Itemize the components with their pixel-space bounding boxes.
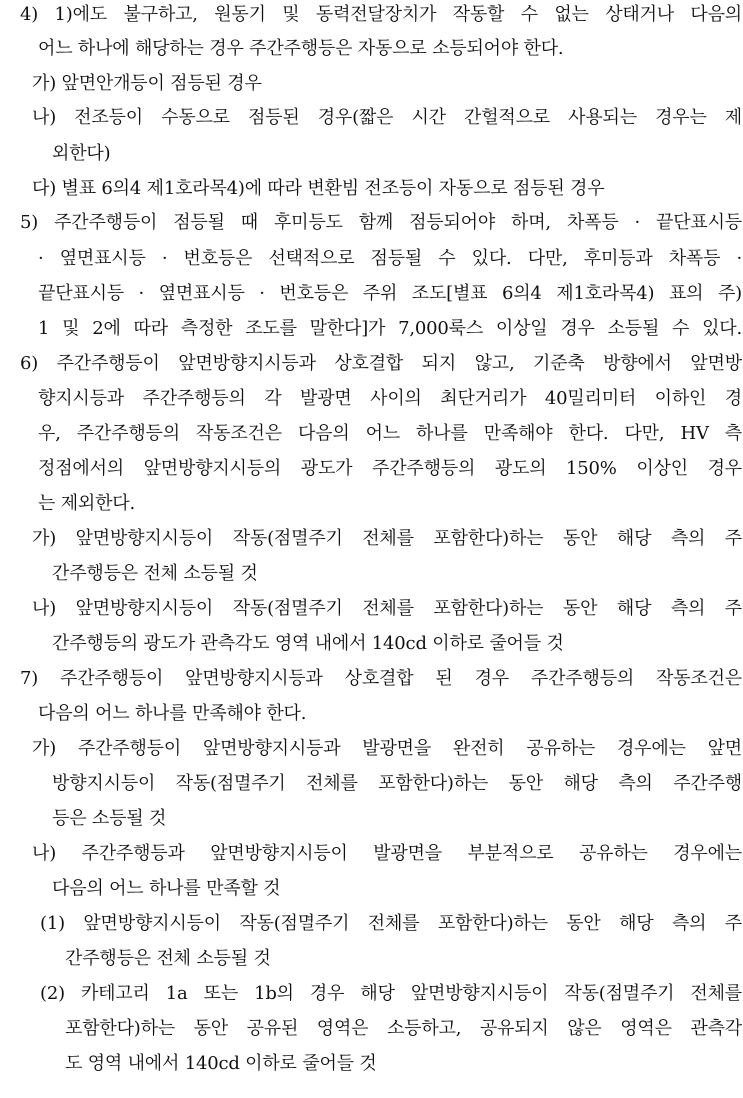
text-line: 4) 1)에도 불구하고, 원동기 및 동력전달장치가 작동할 수 없는 상태거나 다음의 xyxy=(20,4,742,25)
text-line: 가) 앞면방향지시등이 작동(점멸주기 전체를 포함한다)하는 동안 해당 측의 주 xyxy=(32,528,742,549)
text-line: 나) 앞면방향지시등이 작동(점멸주기 전체를 포함한다)하는 동안 해당 측의 주 xyxy=(32,598,742,619)
text-line: 6) 주간주행등이 앞면방향지시등과 상호결합 되지 않고, 기준축 방향에서 앞면방 xyxy=(20,353,742,374)
text-line: · 옆면표시등 · 번호등은 선택적으로 점등될 수 있다. 다만, 후미등과 차폭등 · xyxy=(38,248,742,269)
text-line: 등은 소등될 것 xyxy=(52,808,167,829)
text-line: 정점에서의 앞면방향지시등의 광도가 주간주행등의 광도의 150% 이상인 경우 xyxy=(38,458,742,479)
text-line: 끝단표시등 · 옆면표시등 · 번호등은 주위 조도[별표 6의4 제1호라목4) 표의 주) xyxy=(38,283,742,304)
text-line: 는 제외한다. xyxy=(38,493,135,514)
text-line: 향지시등과 주간주행등의 각 발광면 사이의 최단거리가 40밀리미터 이하인 경 xyxy=(38,388,742,409)
text-line: 간주행등은 전체 소등될 것 xyxy=(52,563,258,584)
text-line: 5) 주간주행등이 점등될 때 후미등도 함께 점등되어야 하며, 차폭등 · 끝단표시등 xyxy=(20,212,742,233)
text-line: 가) 주간주행등이 앞면방향지시등과 발광면을 완전히 공유하는 경우에는 앞면 xyxy=(32,738,742,759)
text-line: 방향지시등이 작동(점멸주기 전체를 포함한다)하는 동안 해당 측의 주간주행 xyxy=(52,773,742,794)
text-line: 외한다) xyxy=(52,143,111,164)
text-line: 나) 주간주행등과 앞면방향지시등이 발광면을 부분적으로 공유하는 경우에는 xyxy=(32,843,742,864)
text-line: (2) 카테고리 1a 또는 1b의 경우 해당 앞면방향지시등이 작동(점멸주기 전체를 xyxy=(40,983,742,1004)
text-line: 다음의 어느 하나를 만족해야 한다. xyxy=(38,703,307,724)
text-line: 나) 전조등이 수동으로 점등된 경우(짧은 시간 간헐적으로 사용되는 경우는 제 xyxy=(32,107,742,128)
text-line: 우, 주간주행등의 작동조건은 다음의 어느 하나를 만족해야 한다. 다만, HV 측 xyxy=(38,423,742,444)
text-line: (1) 앞면방향지시등이 작동(점멸주기 전체를 포함한다)하는 동안 해당 측의 주 xyxy=(40,913,742,934)
text-line: 1 및 2에 따라 측정한 조도를 말한다]가 7,000룩스 이상일 경우 소등될 수 있다. xyxy=(38,318,742,339)
text-line: 간주행등의 광도가 관측각도 영역 내에서 140cd 이하로 줄어들 것 xyxy=(52,633,564,654)
text-line: 다음의 어느 하나를 만족할 것 xyxy=(52,878,281,899)
text-line: 어느 하나에 해당하는 경우 주간주행등은 자동으로 소등되어야 한다. xyxy=(38,38,564,59)
text-line: 포함한다)하는 동안 공유된 영역은 소등하고, 공유되지 않은 영역은 관측각 xyxy=(65,1018,742,1039)
text-line: 가) 앞면안개등이 점등된 경우 xyxy=(32,73,262,94)
text-line: 7) 주간주행등이 앞면방향지시등과 상호결합 된 경우 주간주행등의 작동조건은 xyxy=(20,668,742,689)
text-line: 간주행등은 전체 소등될 것 xyxy=(65,948,271,969)
text-line: 다) 별표 6의4 제1호라목4)에 따라 변환빔 전조등이 자동으로 점등된 경우 xyxy=(32,178,605,199)
text-line: 도 영역 내에서 140cd 이하로 줄어들 것 xyxy=(65,1053,377,1074)
